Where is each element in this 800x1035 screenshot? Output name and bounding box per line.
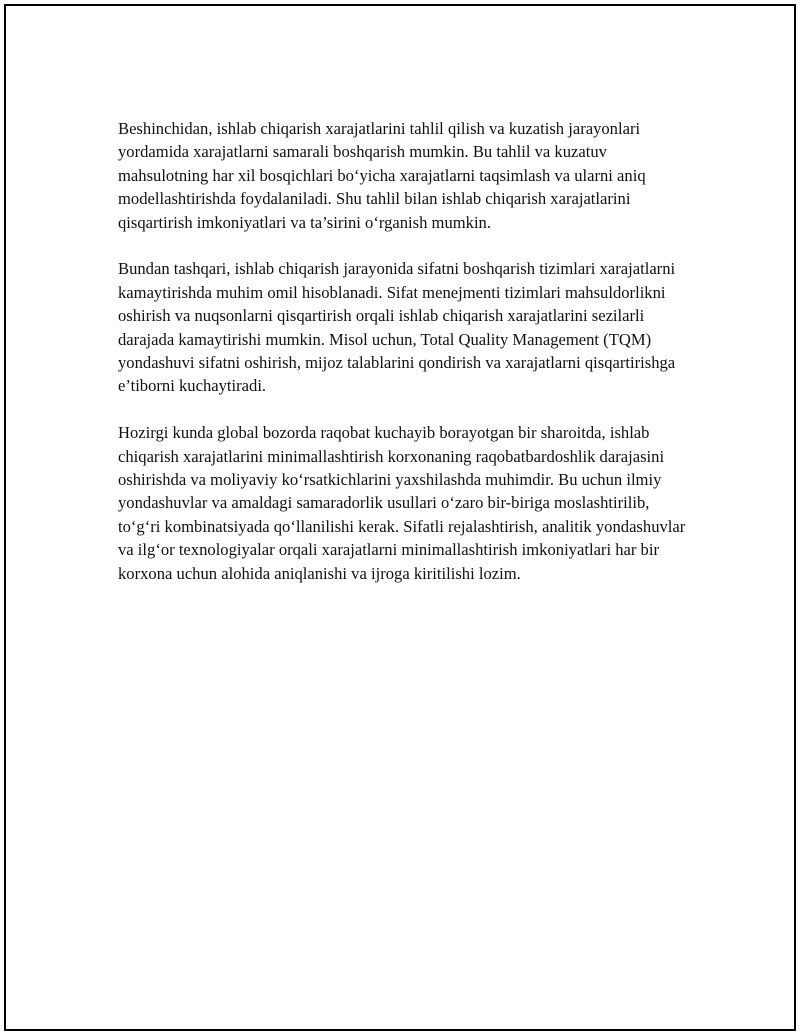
paragraph-3: Hozirgi kunda global bozorda raqobat kuchayib borayotgan bir sharoitda, ishlab chiqarish xarajatlarini minimallashtirish korxonaning raqobatbardoshlik darajasini oshirishda va moliyaviy ko‘rsatkichlarini yaxshilashda muhimdir. Bu uchun ilmiy yondashuvlar va amaldagi samaradorlik usullari o‘zaro bir-biriga moslashtirilib, to‘g‘ri kombinatsiyada qo‘llanilishi kerak. Sifatli rejalashtirish, analitik yondashuvlar va ilg‘or texnologiyalar orqali xarajatlarni minimallashtirish imkoniyatlari har bir korxona uchun alohida aniqlanishi va ijroga kiritilishi lozim. bbox=[118, 423, 686, 583]
paragraph-2: Bundan tashqari, ishlab chiqarish jarayonida sifatni boshqarish tizimlari xarajatlarni kamaytirishda muhim omil hisoblanadi. Sifat menejmenti tizimlari mahsuldorlikni oshirish va nuqsonlarni qisqartirish orqali ishlab chiqarish xarajatlarini sezilarli darajada kamaytirishi mumkin. Misol uchun, Total Quality Management (TQM) yondashuvi sifatni oshirish, mijoz talablarini qondirish va xarajatlarni qisqartirishga e’tiborni kuchaytiradi. bbox=[118, 259, 676, 396]
document-body bbox=[118, 117, 688, 608]
paragraph-1: Beshinchidan, ishlab chiqarish xarajatlarini tahlil qilish va kuzatish jarayonlari yordamida xarajatlarni samarali boshqarish mumkin. Bu tahlil va kuzatuv mahsulotning har xil bosqichlari bo‘yicha xarajatlarni taqsimlash va ularni aniq modellashtirishda foydalaniladi. Shu tahlil bilan ishlab chiqarish xarajatlarini qisqartirish imkoniyatlari va ta’sirini o‘rganish mumkin. bbox=[118, 119, 646, 232]
